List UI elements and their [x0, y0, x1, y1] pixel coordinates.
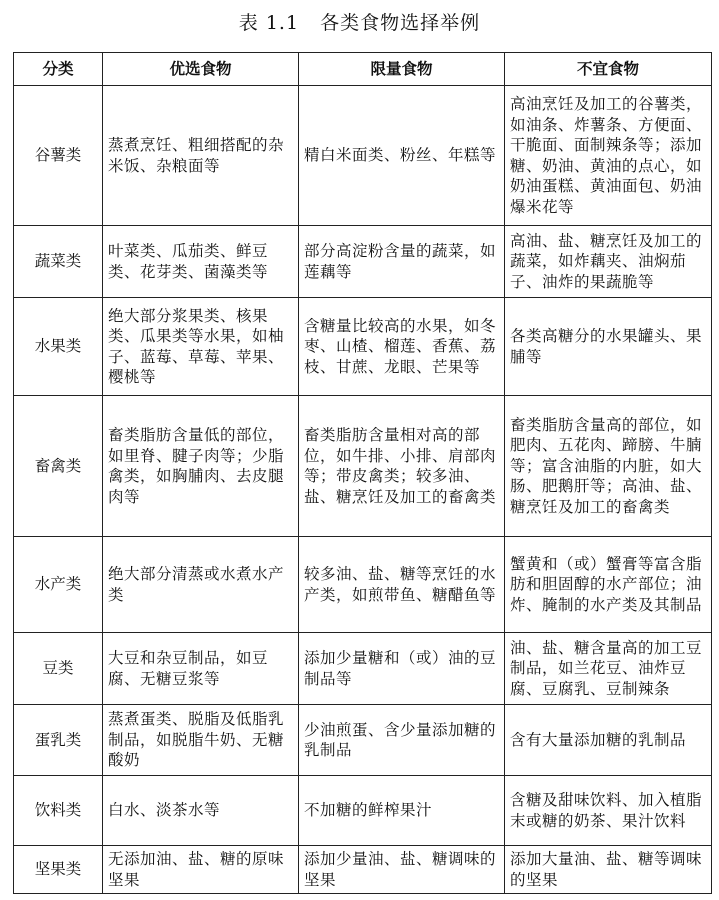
table-row	[14, 705, 712, 776]
table-row	[14, 298, 712, 396]
preferred-cell: 白水、淡茶水等	[103, 776, 299, 846]
table-row	[14, 846, 712, 894]
limited-cell: 畜类脂肪含量相对高的部位，如牛排、小排、肩部肉等；带皮禽类；较多油、盐、糖烹饪及加工的畜禽类	[299, 396, 505, 537]
table-row	[14, 633, 712, 705]
table-row	[14, 226, 712, 298]
limited-cell: 添加少量油、盐、糖调味的坚果	[299, 846, 505, 894]
limited-cell: 精白米面类、粉丝、年糕等	[299, 86, 505, 226]
limited-cell: 较多油、盐、糖等烹饪的水产类，如煎带鱼、糖醋鱼等	[299, 537, 505, 633]
table-row	[14, 396, 712, 537]
limited-cell: 含糖量比较高的水果，如冬枣、山楂、榴莲、香蕉、荔枝、甘蔗、龙眼、芒果等	[299, 298, 505, 396]
preferred-cell: 绝大部分浆果类、核果类、瓜果类等水果，如柚子、蓝莓、草莓、苹果、樱桃等	[103, 298, 299, 396]
category-cell: 水果类	[14, 298, 103, 396]
category-cell: 坚果类	[14, 846, 103, 894]
header-limited: 限量食物	[299, 53, 505, 86]
avoid-cell: 畜类脂肪含量高的部位，如肥肉、五花肉、蹄膀、牛腩等；富含油脂的内脏，如大肠、肥鹅肝等；高油、盐、糖烹饪及加工的畜禽类	[505, 396, 712, 537]
limited-cell: 不加糖的鲜榨果汁	[299, 776, 505, 846]
preferred-cell: 无添加油、盐、糖的原味坚果	[103, 846, 299, 894]
preferred-cell: 叶菜类、瓜茄类、鲜豆类、花芽类、菌藻类等	[103, 226, 299, 298]
limited-cell: 少油煎蛋、含少量添加糖的乳制品	[299, 705, 505, 776]
header-preferred: 优选食物	[103, 53, 299, 86]
avoid-cell: 各类高糖分的水果罐头、果脯等	[505, 298, 712, 396]
category-cell: 豆类	[14, 633, 103, 705]
avoid-cell: 高油烹饪及加工的谷薯类，如油条、炸薯条、方便面、干脆面、面制辣条等；添加糖、奶油、黄油的点心，如奶油蛋糕、黄油面包、奶油爆米花等	[505, 86, 712, 226]
table-row	[14, 537, 712, 633]
preferred-cell: 畜类脂肪含量低的部位，如里脊、腱子肉等；少脂禽类，如胸脯肉、去皮腿肉等	[103, 396, 299, 537]
preferred-cell: 蒸煮烹饪、粗细搭配的杂米饭、杂粮面等	[103, 86, 299, 226]
food-selection-table	[13, 52, 712, 894]
preferred-cell: 绝大部分清蒸或水煮水产类	[103, 537, 299, 633]
limited-cell: 添加少量糖和（或）油的豆制品等	[299, 633, 505, 705]
header-category: 分类	[14, 53, 103, 86]
preferred-cell: 大豆和杂豆制品，如豆腐、无糖豆浆等	[103, 633, 299, 705]
avoid-cell: 添加大量油、盐、糖等调味的坚果	[505, 846, 712, 894]
category-cell: 蔬菜类	[14, 226, 103, 298]
limited-cell: 部分高淀粉含量的蔬菜，如莲藕等	[299, 226, 505, 298]
avoid-cell: 油、盐、糖含量高的加工豆制品，如兰花豆、油炸豆腐、豆腐乳、豆制辣条	[505, 633, 712, 705]
avoid-cell: 蟹黄和（或）蟹膏等富含脂肪和胆固醇的水产部位；油炸、腌制的水产类及其制品	[505, 537, 712, 633]
category-cell: 水产类	[14, 537, 103, 633]
category-cell: 畜禽类	[14, 396, 103, 537]
avoid-cell: 含有大量添加糖的乳制品	[505, 705, 712, 776]
table-row	[14, 86, 712, 226]
category-cell: 饮料类	[14, 776, 103, 846]
table-title: 表 1.1 各类食物选择举例	[238, 12, 481, 34]
category-cell: 谷薯类	[14, 86, 103, 226]
category-cell: 蛋乳类	[14, 705, 103, 776]
table-row	[14, 776, 712, 846]
avoid-cell: 含糖及甜味饮料、加入植脂末或糖的奶茶、果汁饮料	[505, 776, 712, 846]
header-row	[14, 53, 712, 86]
avoid-cell: 高油、盐、糖烹饪及加工的蔬菜，如炸藕夹、油焖茄子、油炸的果蔬脆等	[505, 226, 712, 298]
header-avoid: 不宜食物	[505, 53, 712, 86]
preferred-cell: 蒸煮蛋类、脱脂及低脂乳制品，如脱脂牛奶、无糖酸奶	[103, 705, 299, 776]
